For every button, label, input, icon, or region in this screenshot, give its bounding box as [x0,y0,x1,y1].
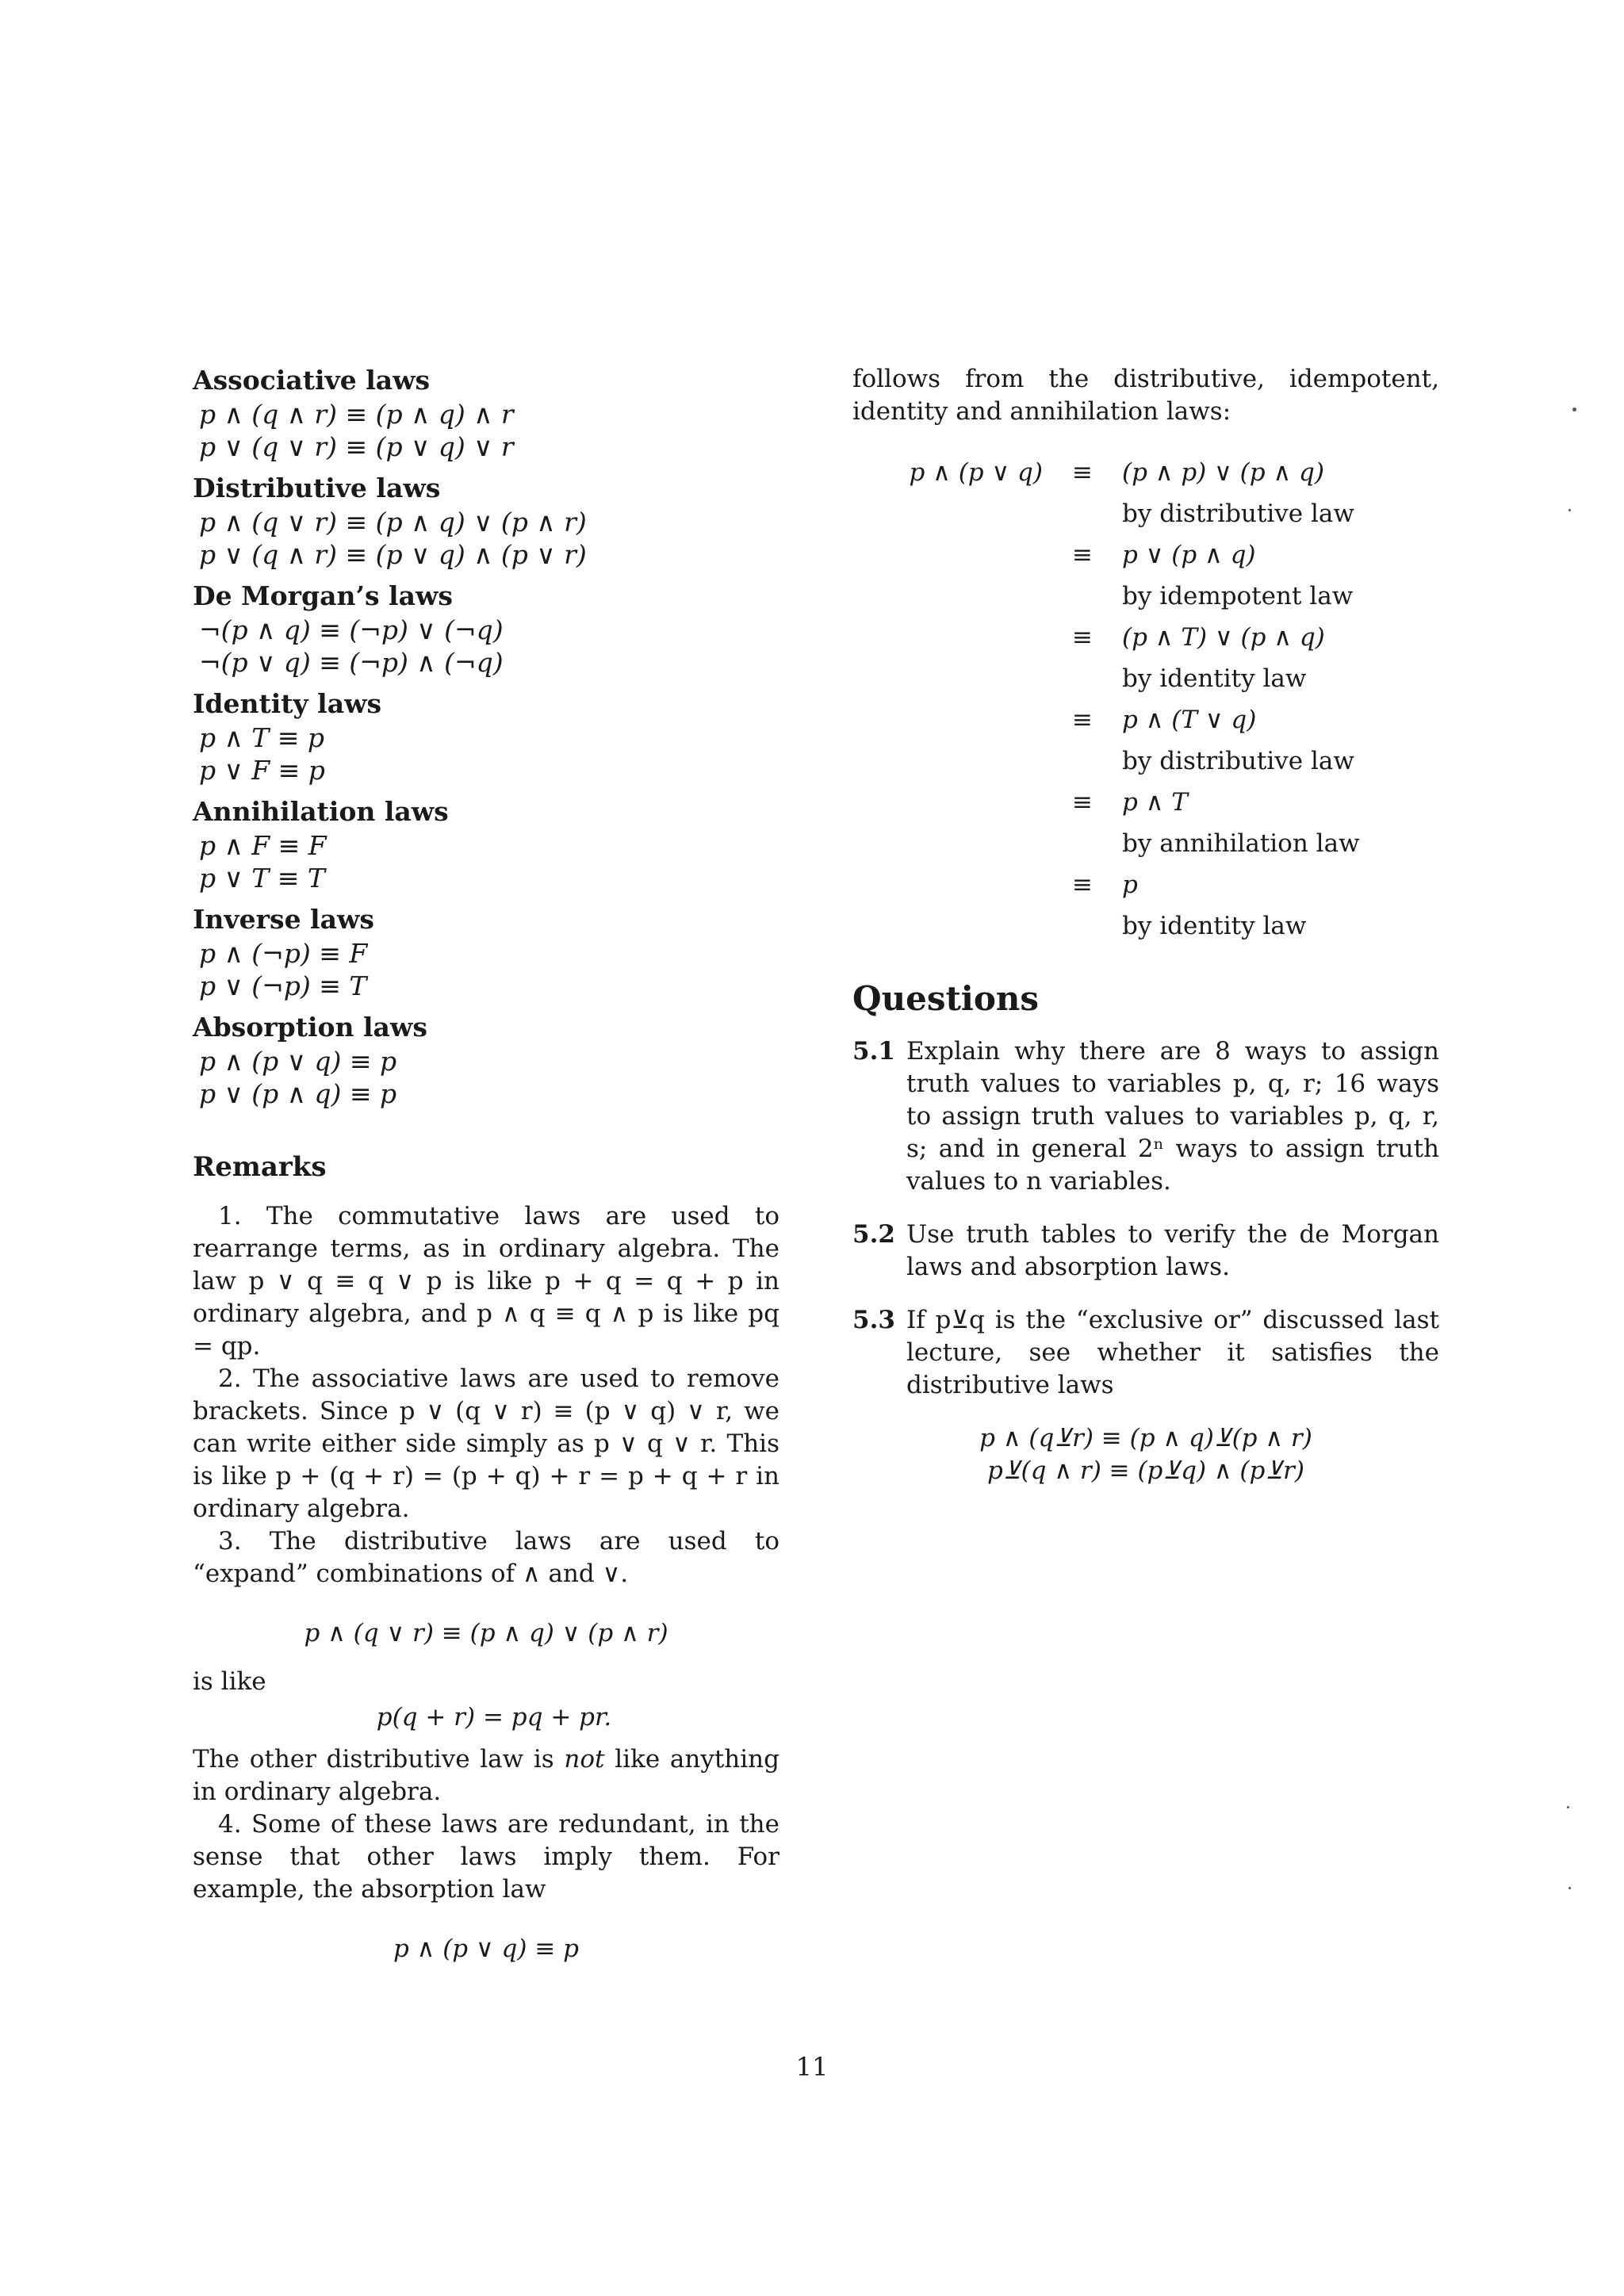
page-number: 11 [795,2052,829,2082]
remark-4: 4. Some of these laws are redundant, in the sense that other laws imply them. For example, the absorption law [193,1810,779,1904]
equivalence-symbol: ≡ [1072,623,1093,652]
law-group [193,687,779,786]
law-formula: p ∧ F ≡ F [199,830,327,861]
derivation-reason: by annihilation law [1122,829,1360,858]
display-equation: p⊻(q ∧ r) ≡ (p⊻q) ∧ (p⊻r) [987,1456,1304,1485]
derivation-reason: by distributive law [1122,747,1354,775]
derivation-lhs [852,699,1043,740]
scan-speck [1568,509,1571,511]
law-group [193,579,779,679]
law-formula: p ∧ (p ∨ q) ≡ p [199,1046,397,1077]
intro-text: follows from the distributive, idempotent, identity and annihilation laws: [852,365,1439,426]
derivation-step [852,864,1439,905]
law-formula: p ∨ F ≡ p [199,755,325,786]
question-number: 5.3 [852,1306,895,1334]
display-equation: p ∧ (q⊻r) ≡ (p ∧ q)⊻(p ∧ r) [979,1424,1312,1452]
scan-speck [1568,1887,1571,1889]
law-title: Inverse laws [193,904,374,935]
derivation-reason: by identity law [1122,664,1307,693]
derivation-reason: by distributive law [1122,499,1354,528]
law-formula: p ∨ (¬p) ≡ T [199,970,367,1001]
derivation-lhs [852,534,1043,576]
laws-list [193,363,779,1110]
law-formula: ¬(p ∧ q) ≡ (¬p) ∨ (¬q) [199,614,504,645]
questions-display [852,1422,1439,1487]
law-group [193,794,779,894]
scan-speck [1572,408,1576,411]
derivation-expression: p ∨ (p ∧ q) [1122,541,1256,569]
law-formula: p ∨ (p ∧ q) ≡ p [199,1078,397,1109]
display-equation: p ∧ (p ∨ q) ≡ p [393,1934,580,1963]
law-formula: p ∧ T ≡ p [199,722,325,753]
equivalence-symbol: ≡ [1072,788,1093,817]
law-formula: p ∧ (q ∨ r) ≡ (p ∧ q) ∨ (p ∧ r) [199,507,587,538]
remark-3-continued: The other distributive law is not like anything in ordinary algebra. [193,1745,779,1806]
law-group [193,1010,779,1110]
law-formula: p ∧ (¬p) ≡ F [199,938,368,969]
remarks-heading: Remarks [193,1151,327,1183]
derivation-step [852,452,1439,493]
law-title: Annihilation laws [193,796,449,827]
is-like-text: is like [193,1667,266,1696]
law-title: Associative laws [193,365,431,396]
equivalence-symbol: ≡ [1072,706,1093,734]
derivation-reason: by idempotent law [1122,582,1354,610]
question-text: Explain why there are 8 ways to assign truth values to variables p, q, r; 16 ways to assign truth values to variables p, q, r, s; and in general 2ⁿ ways to assign truth values to n variables. [906,1037,1439,1196]
law-title: Distributive laws [193,473,441,503]
questions-list [852,1035,1439,1402]
derivation-step [852,782,1439,823]
law-title: Absorption laws [193,1012,427,1043]
derivation-expression: p [1122,871,1138,899]
law-title: Identity laws [193,688,382,719]
derivation-expression: (p ∧ p) ∨ (p ∧ q) [1122,458,1324,487]
derivation-lhs [852,864,1043,905]
derivation-expression: (p ∧ T) ∨ (p ∧ q) [1122,623,1325,652]
law-formula: p ∨ T ≡ T [199,863,325,894]
law-formula: p ∨ (q ∧ r) ≡ (p ∨ q) ∧ (p ∨ r) [199,539,587,570]
left-column [193,363,779,1965]
question-text: If p⊻q is the “exclusive or” discussed last lecture, see whether it satisfies the distributive laws [906,1306,1439,1399]
derivation-expression: p ∧ T [1122,788,1188,817]
derivation-reason: by identity law [1122,912,1307,940]
question-number: 5.1 [852,1037,895,1066]
question-text: Use truth tables to verify the de Morgan laws and absorption laws. [906,1220,1439,1281]
display-equation: p ∧ (q ∨ r) ≡ (p ∧ q) ∨ (p ∧ r) [304,1619,668,1647]
equivalence-symbol: ≡ [1072,871,1093,899]
law-formula: p ∨ (q ∨ r) ≡ (p ∨ q) ∨ r [199,431,514,462]
scan-speck [1567,1806,1569,1808]
derivation [852,452,1439,947]
right-column [852,363,1439,1487]
remark-3: 3. The distributive laws are used to “expand” combinations of ∧ and ∨. [193,1527,779,1588]
equivalence-symbol: ≡ [1072,541,1093,569]
law-formula: p ∧ (q ∧ r) ≡ (p ∧ q) ∧ r [199,399,514,430]
questions-heading: Questions [852,979,1040,1018]
display-equation: p(q + r) = pq + pr. [376,1703,612,1732]
derivation-step [852,617,1439,658]
derivation-step [852,699,1439,740]
remark-1: 1. The commutative laws are used to rearrange terms, as in ordinary algebra. The law p ∨ q ≡ q ∨ p is like p + q = q + p in ordinary algebra, and p ∧ q ≡ q ∧ p is like pq = qp. [193,1202,779,1360]
question-item [852,1035,1439,1198]
law-group [193,363,779,463]
derivation-step [852,534,1439,576]
question-item [852,1219,1439,1284]
question-number: 5.2 [852,1220,895,1249]
derivation-lhs [852,617,1043,658]
equivalence-symbol: ≡ [1072,458,1093,487]
question-item [852,1304,1439,1402]
law-group [193,902,779,1002]
law-group [193,471,779,571]
law-formula: ¬(p ∨ q) ≡ (¬p) ∧ (¬q) [199,647,504,678]
derivation-expression: p ∧ (T ∨ q) [1122,706,1257,734]
law-title: De Morgan’s laws [193,580,453,611]
remark-2: 2. The associative laws are used to remove brackets. Since p ∨ (q ∨ r) ≡ (p ∨ q) ∨ r, we can write either side simply as p ∨ q ∨ r. This is like p + (q + r) = (p + q) + r = p + q + r in ordinary algebra. [193,1364,779,1523]
derivation-lhs [852,782,1043,823]
derivation-lhs: p ∧ (p ∨ q) [909,458,1043,487]
